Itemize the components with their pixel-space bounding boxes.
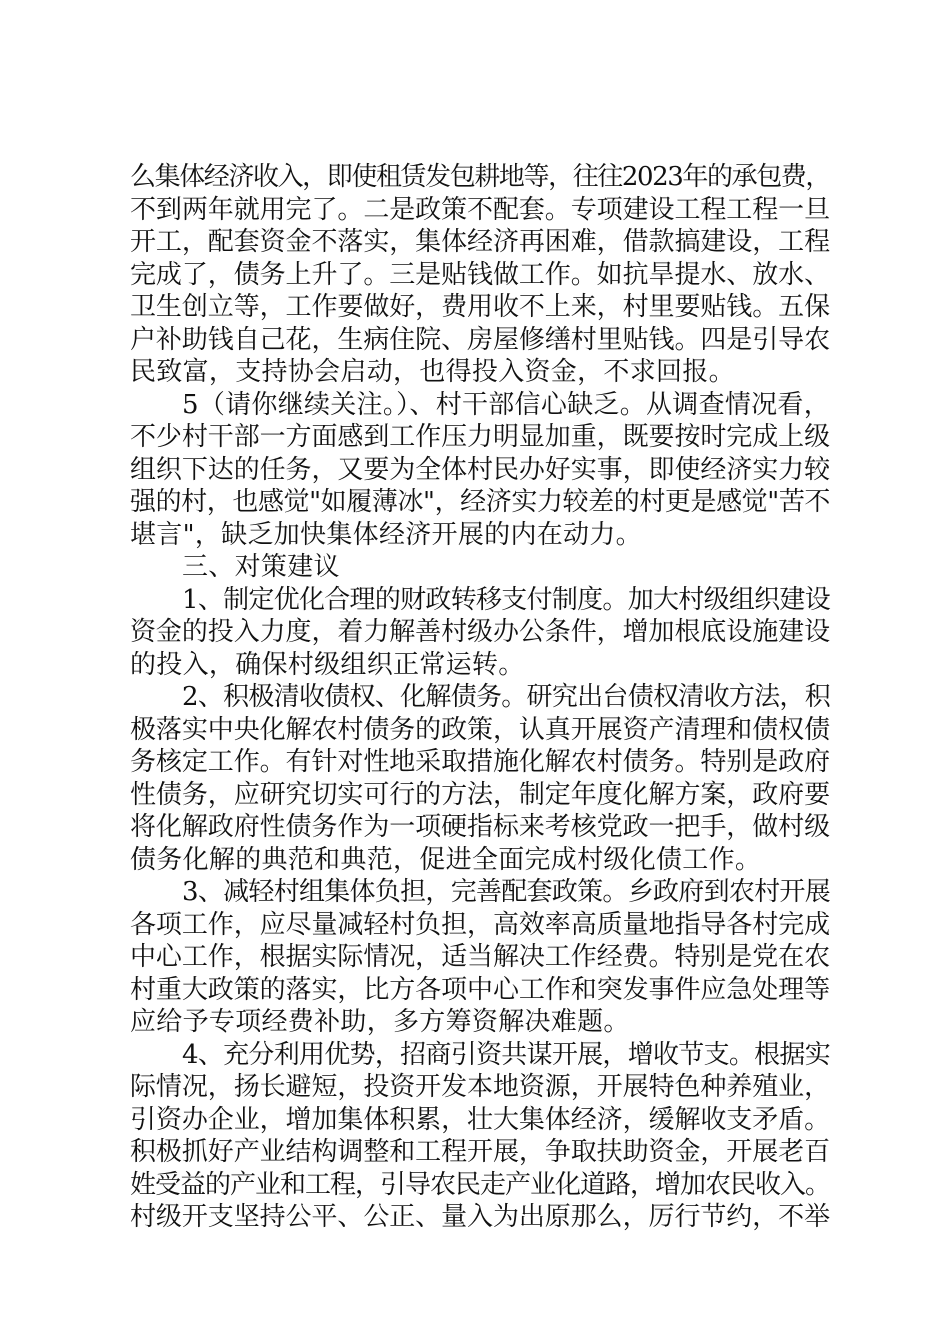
text-line: 各项工作，应尽量减轻村负担，高效率高质量地指导各村完成 [130,909,830,940]
text-line: 引资办企业，增加集体积累，壮大集体经济，缓解收支矛盾。 [130,1104,830,1135]
text-line: 三、对策建议 [182,552,340,582]
text-line: 卫生创立等，工作要做好，费用收不上来，村里要贴钱。五保 [130,292,830,322]
document-body [130,161,830,1234]
text-line: 村级开支坚持公平、公正、量入为出原那么，厉行节约，不举 [130,1202,830,1232]
text-line: 债务化解的典范和典范，促进全面完成村级化债工作。 [130,844,762,875]
text-line: 户补助钱自己花，生病住院、房屋修缮村里贴钱。四是引导农 [130,324,830,355]
text-line: 民致富，支持协会启动，也得投入资金，不求回报。 [130,357,735,387]
text-line: 5（请你继续关注。）、村干部信心缺乏。从调查情况看， [182,389,830,420]
text-line: 极落实中央化解农村债务的政策，认真开展资产清理和债权债 [130,714,830,745]
text-line: 的投入，确保村级组织正常运转。 [130,649,525,680]
text-line: 堪言"，缺乏加快集体经济开展的内在动力。 [130,519,642,550]
text-line: 积极抓好产业结构调整和工程开展，争取扶助资金，开展老百 [130,1137,830,1167]
text-line: 强的村，也感觉"如履薄冰"，经济实力较差的村更是感觉"苦不 [130,487,830,517]
text-line: 2、积极清收债权、化解债务。研究出台债权清收方法，积 [182,682,830,712]
text-line: 际情况，扬长避短，投资开发本地资源，开展特色种养殖业， [130,1072,830,1102]
text-line: 务核定工作。有针对性地采取措施化解农村债务。特别是政府 [130,747,830,777]
text-line: 开工，配套资金不落实，集体经济再困难，借款搞建设，工程 [130,227,830,257]
text-line: 4、充分利用优势，招商引资共谋开展，增收节支。根据实 [182,1039,830,1070]
text-line: 不少村干部一方面感到工作压力明显加重，既要按时完成上级 [130,422,830,452]
text-line: 完成了，债务上升了。三是贴钱做工作。如抗旱提水、放水、 [130,259,830,290]
text-line: 应给予专项经费补助，多方筹资解决难题。 [130,1007,630,1037]
text-line: 1、制定优化合理的财政转移支付制度。加大村级组织建设 [182,584,830,615]
text-line: 姓受益的产业和工程，引导农民走产业化道路，增加农民收入。 [130,1169,830,1200]
text-line: 村重大政策的落实，比方各项中心工作和突发事件应急处理等 [130,974,830,1005]
text-line: 组织下达的任务，又要为全体村民办好实事，即使经济实力较 [130,454,830,485]
text-line: 将化解政府性债务作为一项硬指标来考核党政一把手，做村级 [130,812,830,842]
text-line: 中心工作，根据实际情况，适当解决工作经费。特别是党在农 [130,942,830,972]
text-line: 3、减轻村组集体负担，完善配套政策。乡政府到农村开展 [182,877,830,907]
text-line: 不到两年就用完了。二是政策不配套。专项建设工程工程一旦 [130,194,830,225]
text-line: 资金的投入力度，着力解善村级办公条件，增加根底设施建设 [130,617,830,647]
text-line: 么集体经济收入，即使租赁发包耕地等，往往2023年的承包费， [130,162,830,192]
text-line: 性债务，应研究切实可行的方法，制定年度化解方案，政府要 [130,779,830,810]
